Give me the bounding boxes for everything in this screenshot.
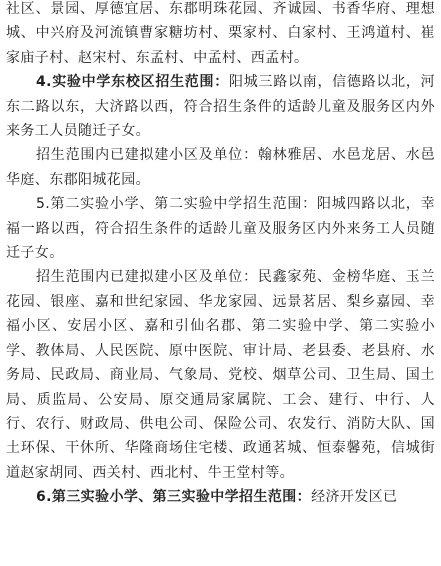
paragraph-4-text: 5.第二实验小学、第二实验中学招生范围：阳城四路以北，幸福一路以西，符合招生条件的适龄儿童及服务区内外来务工人员随迁子女。 bbox=[6, 196, 435, 262]
paragraph-3-text: 招生范围内已建拟建小区及单位：翰林雅居、水邑龙居、水邑华庭、东郡阳城花园。 bbox=[6, 147, 435, 188]
paragraph-4 bbox=[6, 192, 435, 265]
paragraph-2 bbox=[6, 70, 435, 143]
paragraph-5 bbox=[6, 265, 435, 485]
paragraph-3 bbox=[6, 143, 435, 192]
paragraph-5-text: 招生范围内已建拟建小区及单位：民鑫家苑、金榜华庭、玉兰花园、银座、嘉和世纪家园、华龙家园、远景茗居、梨乡嘉园、幸福小区、安居小区、嘉和引仙名郡、第二实验中学、第二实验小学、教体局、人民医院、原中医院、审计局、老县委、老县府、水务局、民政局、商业局、气象局、党校、烟草公司、卫生局、国土局、质监局、公安局、原交通局家属院、工会、建行、中行、人行、农行、财政局、供电公司、保险公司、农发行、消防大队、国土环保、干休所、华隆商场住宅楼、政通茗城、恒泰馨苑，信城街道赵家胡同、西关村、西北村、牛王堂村等。 bbox=[6, 269, 435, 481]
paragraph-1-text: 社区、景园、厚德宜居、东郡明珠花园、齐诚园、书香华府、理想城、中兴府及河流镇曹家糖坊村、栗家村、白家村、王鸿道村、崔家庙子村、赵宋村、东孟村、中孟村、西孟村。 bbox=[6, 1, 435, 66]
paragraph-6-text: 经济开发区已 bbox=[311, 489, 398, 506]
paragraph-6 bbox=[6, 485, 435, 509]
paragraph-2-heading: 4.实验中学东校区招生范围： bbox=[36, 74, 230, 91]
paragraph-2-text: 阳城三路以南，信德路以北，河东二路以东，大济路以西，符合招生条件的适龄儿童及服务区内外来务工人员随迁子女。 bbox=[6, 74, 435, 140]
paragraph-6-heading: 6.第三实验小学、第三实验中学招生范围： bbox=[36, 489, 312, 506]
paragraph-1 bbox=[6, 0, 435, 70]
